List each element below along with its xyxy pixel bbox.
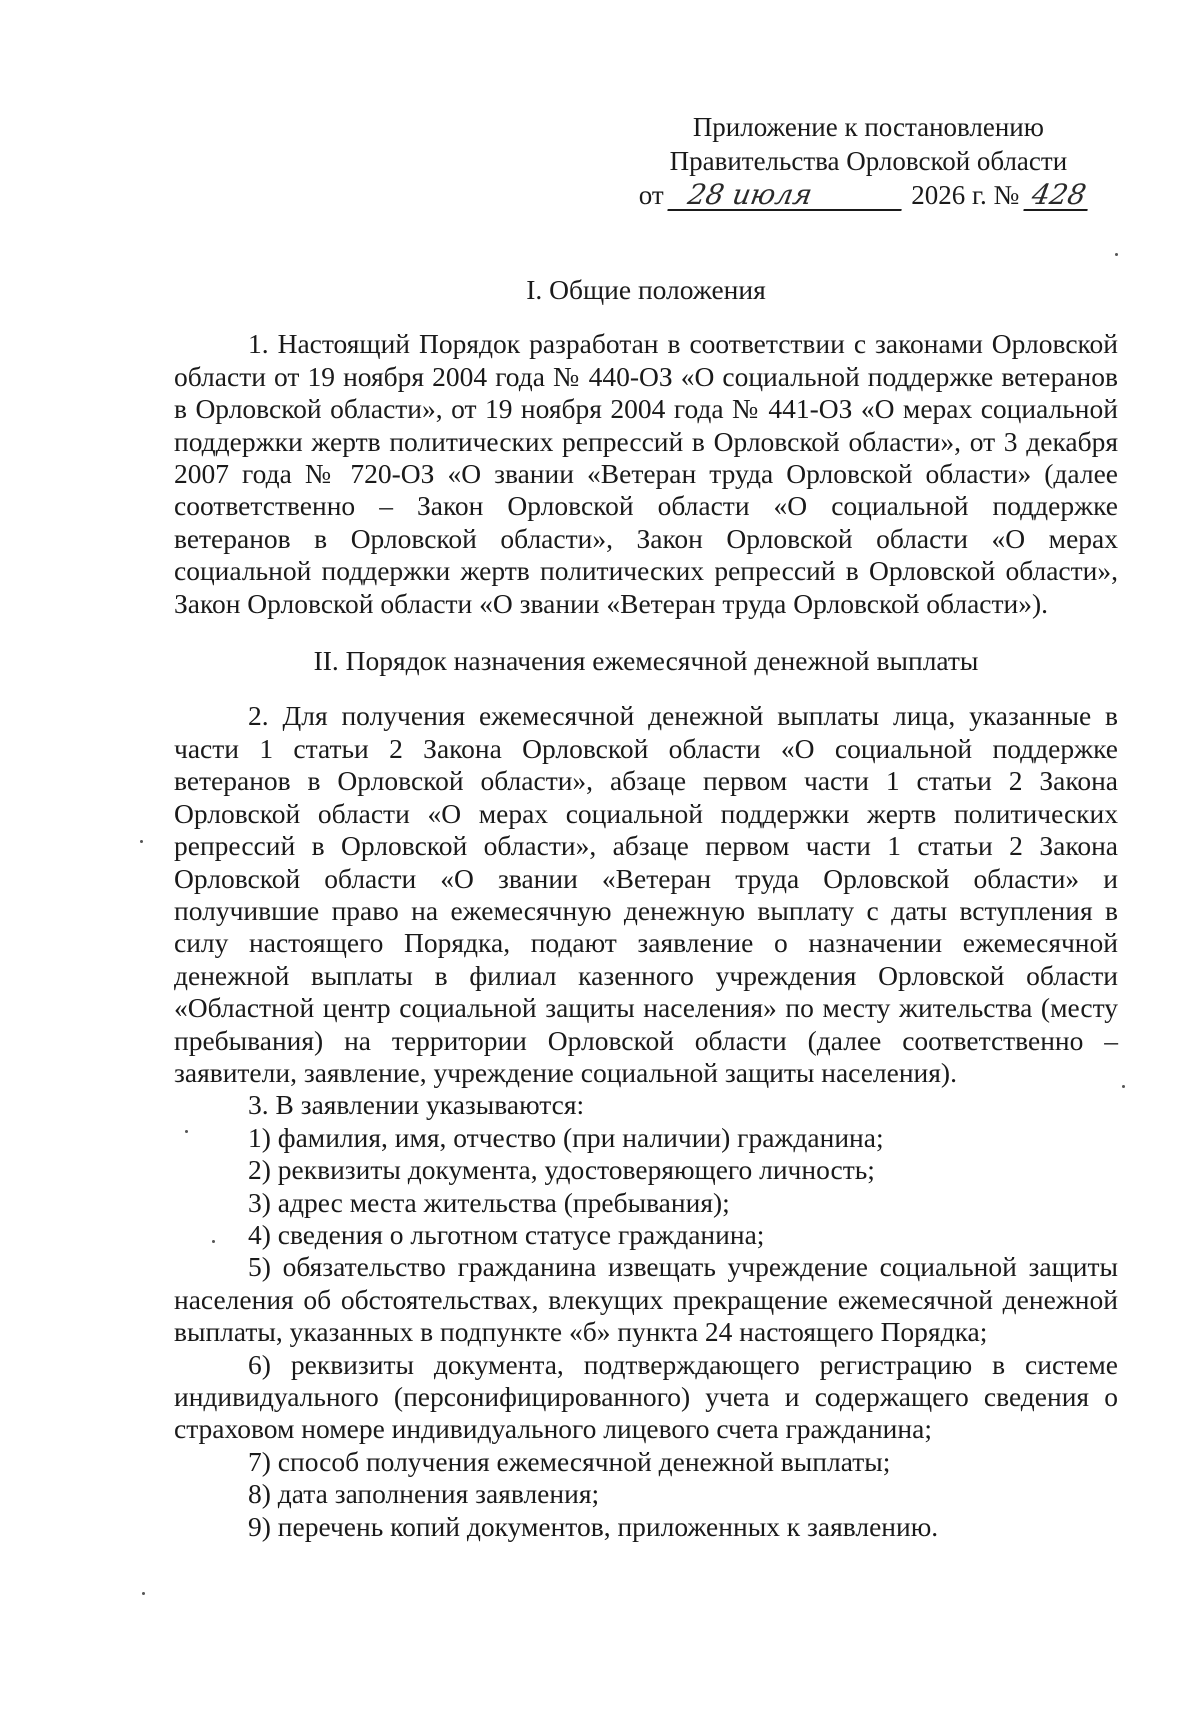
handwritten-number: 428: [1023, 181, 1092, 211]
scan-speck: [1122, 1085, 1125, 1088]
section-heading-procedure: II. Порядок назначения ежемесячной денежной выплаты: [313, 645, 979, 677]
section-heading-general: I. Общие положения: [526, 274, 766, 305]
year-and-number-label: 2026 г. №: [911, 180, 1020, 210]
list-item: 2) реквизиты документа, удостоверяющего личность;: [248, 1154, 875, 1186]
list-item: 6) реквизиты документа, подтверждающего регистрацию в системе индивидуального (персонифицированного) учета и содержащего сведения о страховом номере индивидуального лицевого счета гражданина;: [174, 1348, 1118, 1445]
scan-speck: [212, 1240, 215, 1243]
list-item: 7) способ получения ежемесячной денежной выплаты;: [248, 1445, 891, 1477]
scan-speck: [142, 1592, 145, 1595]
list-item: 9) перечень копий документов, приложенных к заявлению.: [248, 1510, 939, 1542]
paragraph-2: 2. Для получения ежемесячной денежной выплаты лица, указанные в части 1 статьи 2 Закона Орловской области «О социальной поддержке ветеранов в Орловской области», абзаце первом части 1 статьи 2 Закона Орловской области «О мерах социальной поддержки жертв политических репрессий в Орловской области», абзаце первом части 1 статьи 2 Закона Орловской области «О звании «Ветеран труда Орловской области» и получившие право на ежемесячную денежную выплату с даты вступления в силу настоящего Порядка, подают заявление о назначении ежемесячной денежной выплаты в филиал казенного учреждения Орловской области «Областной центр социальной защиты населения» по месту жительства (месту пребывания) на территории Орловской области (далее соответственно – заявители, заявление, учреждение социальной защиты населения).: [174, 700, 1118, 1088]
paragraph-3: 3. В заявлении указываются:: [248, 1089, 585, 1121]
list-item: 3) адрес места жительства (пребывания);: [248, 1186, 730, 1218]
list-item: 5) обязательство гражданина извещать учреждение социальной защиты населения об обстоятельствах, влекущих прекращение ежемесячной денежной выплаты, указанных в подпункте «б» пункта 24 настоящего Порядка;: [174, 1251, 1118, 1348]
resolution-date-line: [639, 178, 1090, 212]
paragraph-1: 1. Настоящий Порядок разработан в соответствии с законами Орловской области от 19 ноября 2004 года № 440-ОЗ «О социальной поддержке ветеранов в Орловской области», от 19 ноября 2004 года № 441-ОЗ «О мерах социальной поддержки жертв политических репрессий в Орловской области», от 3 декабря 2007 года № 720-ОЗ «О звании «Ветеран труда Орловской области» (далее соответственно – Закон Орловской области «О социальной поддержке ветеранов в Орловской области», Закон Орловской области «О мерах социальной поддержки жертв политических репрессий в Орловской области», Закон Орловской области «О звании «Ветеран труда Орловской области»).: [174, 328, 1118, 619]
scan-speck: [140, 840, 143, 843]
issuer-name: Правительства Орловской области: [669, 146, 1068, 176]
handwritten-date: 28 июля: [668, 181, 907, 211]
document-body: [174, 274, 1118, 1543]
date-prefix: от: [638, 180, 664, 210]
list-item: 4) сведения о льготном статусе гражданина;: [248, 1218, 765, 1250]
list-item: 1) фамилия, имя, отчество (при наличии) гражданина;: [248, 1121, 884, 1153]
scan-speck: [185, 1130, 188, 1133]
appendix-header: [638, 110, 1090, 212]
scan-speck: [1115, 253, 1118, 256]
appendix-title: Приложение к постановлению: [692, 112, 1044, 142]
list-item: 8) дата заполнения заявления;: [248, 1478, 600, 1510]
